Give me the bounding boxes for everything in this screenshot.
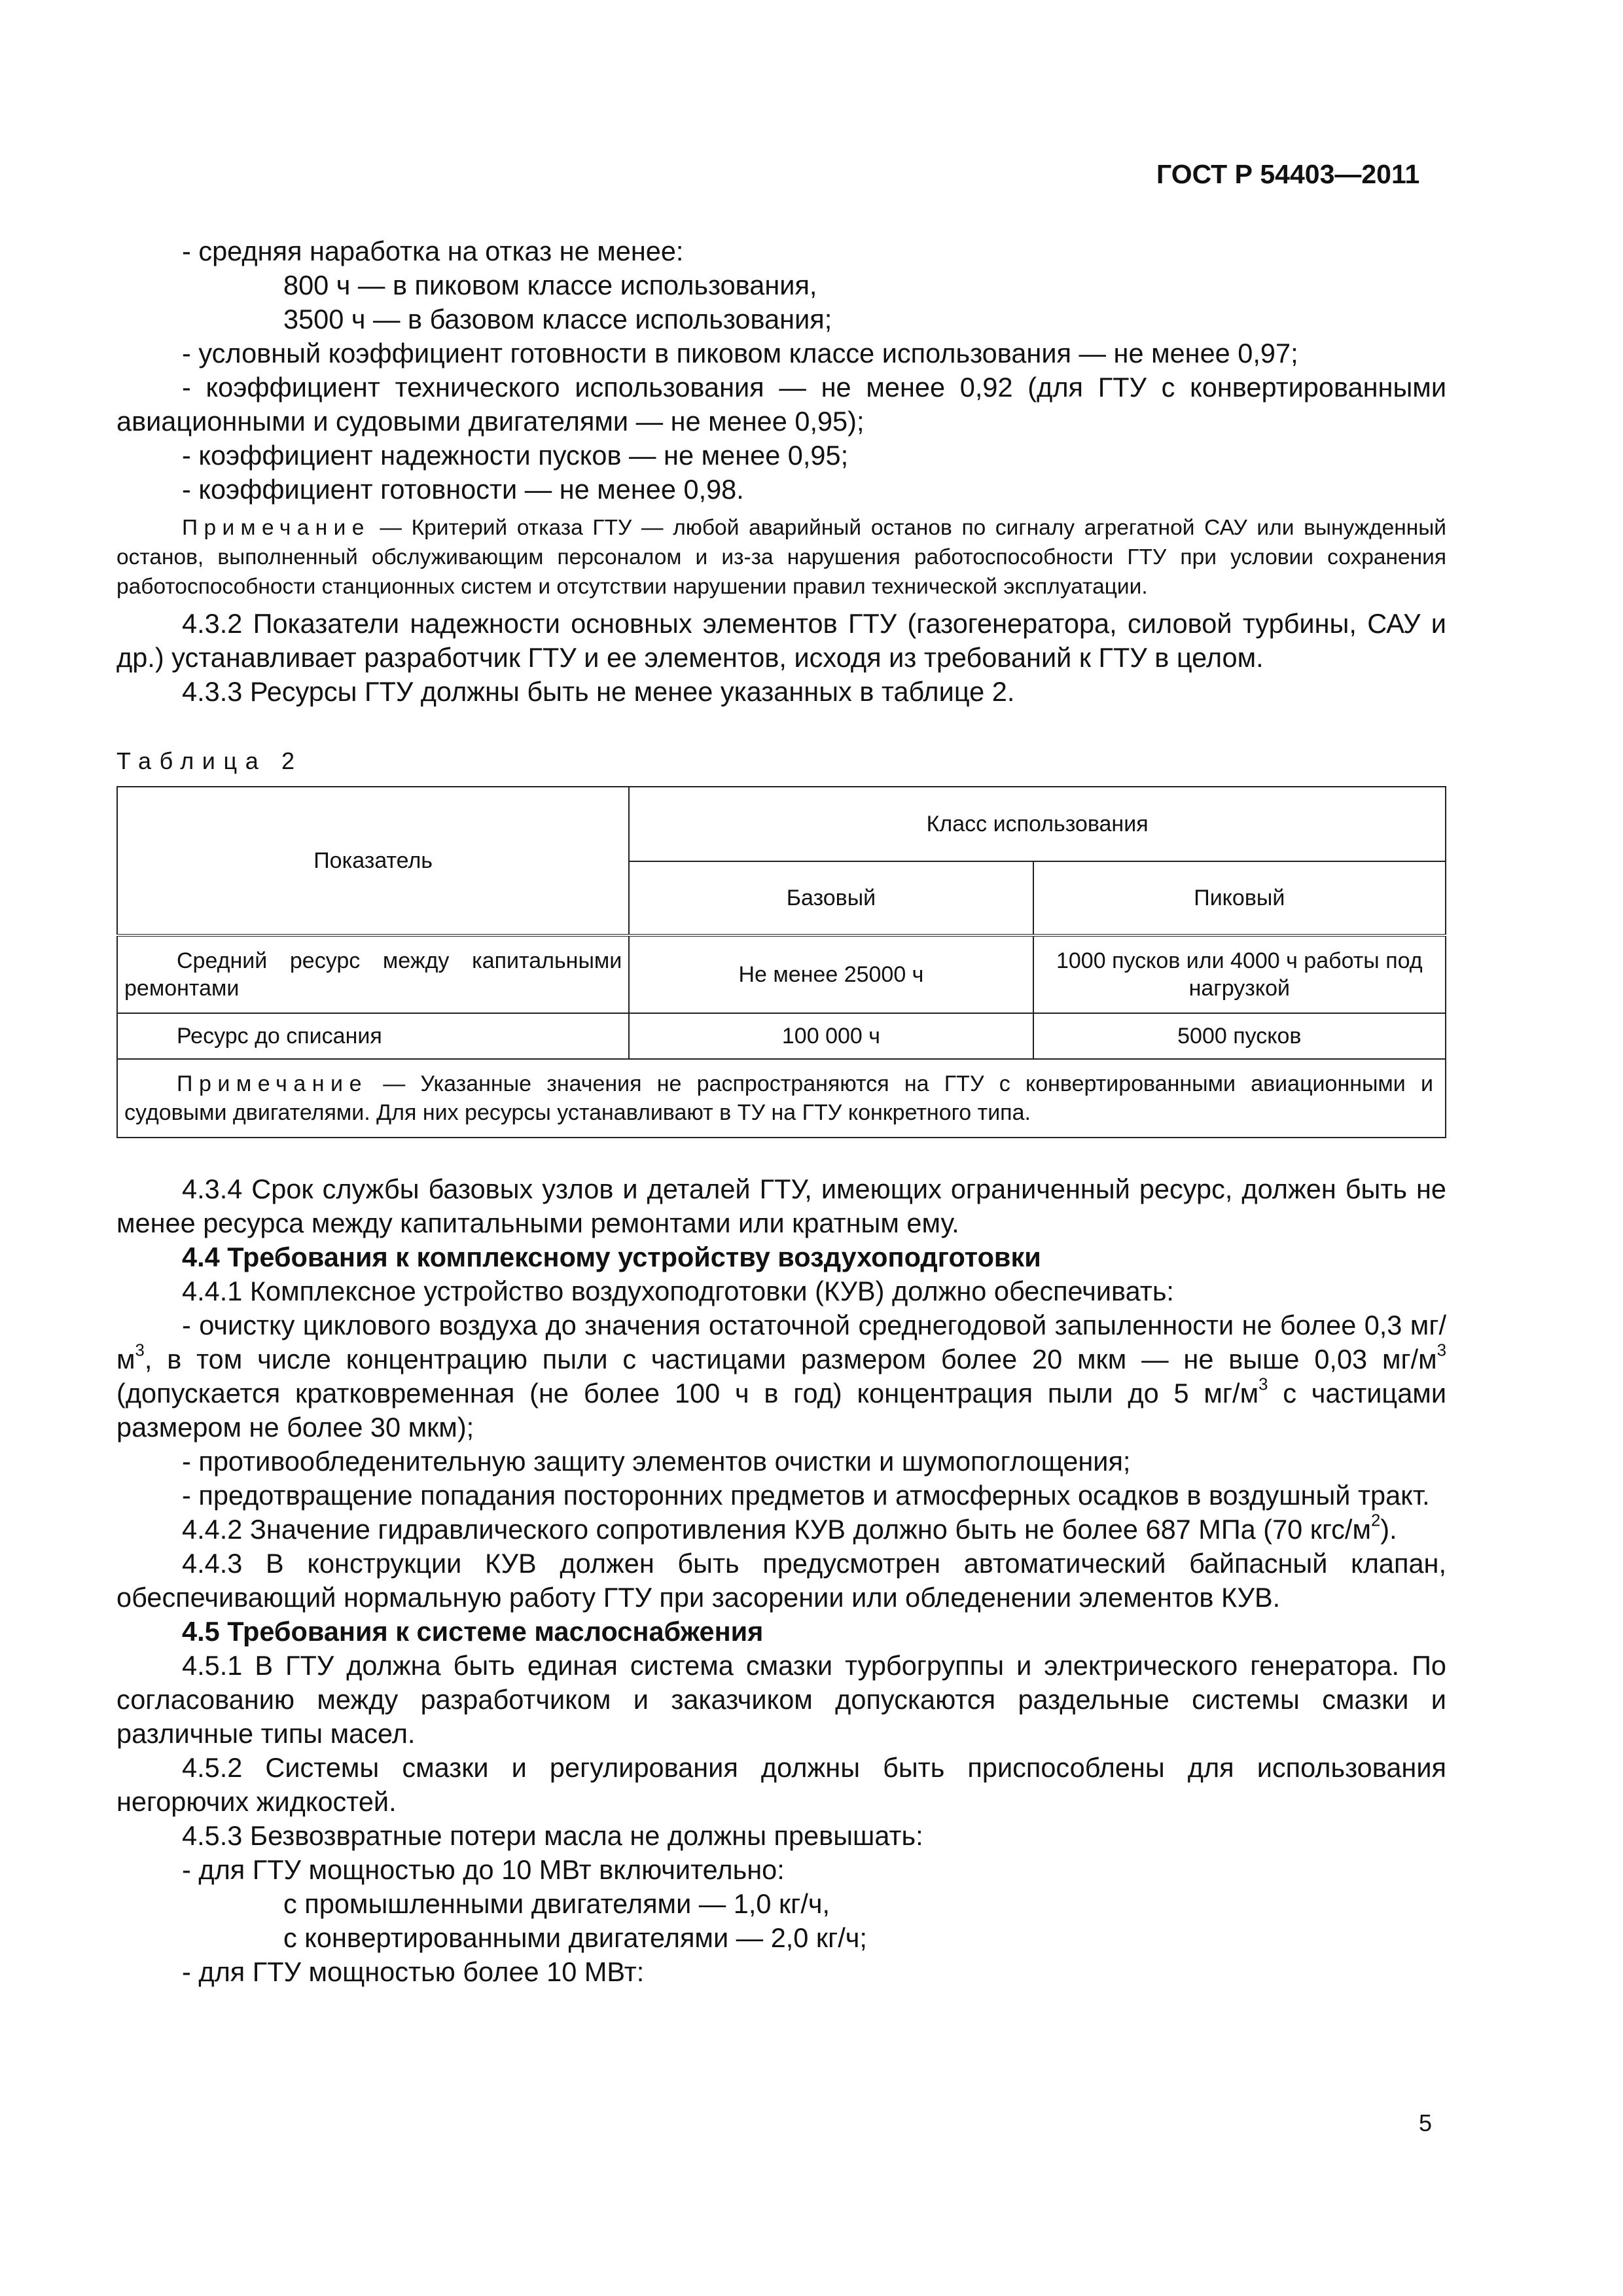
- column-header-base: Базовый: [629, 861, 1033, 935]
- list-item: - предотвращение попадания посторонних предметов и атмосферных осадков в воздушный тракт.: [182, 1480, 1430, 1511]
- note-label: Примечание: [182, 516, 370, 540]
- column-header-peak: Пиковый: [1033, 861, 1446, 935]
- column-header-usage-class: Класс использования: [629, 787, 1446, 861]
- list-item: - противообледенительную защиту элементов очистки и шумопоглощения;: [182, 1446, 1131, 1477]
- page-number: 5: [1419, 2109, 1433, 2136]
- document-code-header: ГОСТ Р 54403—2011: [1156, 159, 1420, 189]
- list-item: [116, 1308, 1446, 1444]
- document-body: [116, 234, 1446, 1989]
- text-run: ).: [1380, 1514, 1397, 1545]
- cell-indicator: Ресурс до списания: [117, 1013, 629, 1059]
- list-item: - коэффициент готовности — не менее 0,98.: [182, 474, 744, 505]
- cell-peak: 5000 пусков: [1033, 1013, 1446, 1059]
- list-subitem: 3500 ч — в базовом классе использования;: [283, 304, 832, 334]
- list-item: - средняя наработка на отказ не менее:: [182, 236, 684, 266]
- superscript: 3: [1436, 1341, 1446, 1360]
- section-heading-4-5: 4.5 Требования к системе маслоснабжения: [182, 1616, 764, 1647]
- column-header-indicator: Показатель: [117, 787, 629, 935]
- text-run: с частицами размером не более 30 мкм);: [116, 1378, 1446, 1443]
- paragraph-4-5-2: 4.5.2 Системы смазки и регулирования должны быть приспособлены для использования негорючих жидкостей.: [116, 1752, 1446, 1817]
- note-text: — Критерий отказа ГТУ — любой аварийный останов по сигналу агрегатной САУ или вынужденный останов, выполненный обслуживающим персоналом и из-за нарушения работоспособности ГТУ при условии сохранения работоспособности станционных систем и отсутствии нарушении правил технической эксплуатации.: [116, 516, 1446, 599]
- list-subitem: с конвертированными двигателями — 2,0 кг/ч;: [283, 1922, 867, 1953]
- paragraph-4-5-1: 4.5.1 В ГТУ должна быть единая система смазки турбогруппы и электрического генератора. По согласованию между разработчиком и заказчиком допускаются раздельные системы смазки и различные типы масел.: [116, 1650, 1446, 1749]
- list-subitem: 800 ч — в пиковом классе использования,: [283, 270, 817, 300]
- note-text: — Указанные значения не распространяются на ГТУ с конвертированными авиационными и судовыми двигателями. Для них ресурсы устанавливают в ТУ на ГТУ конкретного типа.: [124, 1071, 1433, 1125]
- resource-table: [116, 786, 1446, 1138]
- superscript: 3: [135, 1341, 145, 1360]
- superscript: 3: [1258, 1375, 1268, 1394]
- text-run: (допускается кратковременная (не более 100 ч в год) концентрация пыли до 5 мг/м: [116, 1378, 1259, 1408]
- text-run: 4.4.2 Значение гидравлического сопротивления КУВ должно быть не более 687 МПа (70 кгс/м: [182, 1514, 1371, 1545]
- paragraph-4-3-2: 4.3.2 Показатели надежности основных элементов ГТУ (газогенератора, силовой турбины, САУ и др.) устанавливает разработчик ГТУ и ее элементов, исходя из требований к ГТУ в целом.: [116, 608, 1446, 673]
- note-reliability: [116, 513, 1446, 601]
- paragraph-4-5-3: 4.5.3 Безвозвратные потери масла не должны превышать:: [182, 1820, 923, 1851]
- text-run: , в том числе концентрацию пыли с частицами размером более 20 мкм — не выше 0,03 мг/м: [144, 1344, 1437, 1374]
- note-label: Примечание: [177, 1071, 368, 1096]
- superscript: 2: [1370, 1511, 1381, 1530]
- cell-indicator: Средний ресурс между капитальными ремонтами: [117, 935, 629, 1013]
- paragraph-4-3-3: 4.3.3 Ресурсы ГТУ должны быть не менее указанных в таблице 2.: [182, 676, 1015, 707]
- cell-base: 100 000 ч: [629, 1013, 1033, 1059]
- section-heading-4-4: 4.4 Требования к комплексному устройству воздухоподготовки: [182, 1242, 1041, 1272]
- list-item: - условный коэффициент готовности в пиковом классе использования — не менее 0,97;: [182, 338, 1298, 368]
- table-row: [117, 935, 1446, 1013]
- list-item: - для ГТУ мощностью более 10 МВт:: [182, 1956, 645, 1987]
- text-run: - очистку циклового воздуха до значения остаточной среднегодовой запыленности не более 0,3 мг/м: [116, 1310, 1446, 1374]
- list-item: - коэффициент технического использования — не менее 0,92 (для ГТУ с конвертированными авиационными и судовыми двигателями — не менее 0,95);: [116, 372, 1446, 437]
- table-caption: Таблица 2: [116, 747, 303, 774]
- paragraph-4-3-4: 4.3.4 Срок службы базовых узлов и деталей ГТУ, имеющих ограниченный ресурс, должен быть не менее ресурса между капитальными ремонтами или кратным ему.: [116, 1174, 1446, 1238]
- paragraph-4-4-2: [116, 1513, 1446, 1547]
- list-item: - коэффициент надежности пусков — не менее 0,95;: [182, 440, 849, 471]
- table-row: [117, 1013, 1446, 1059]
- paragraph-4-4-1: 4.4.1 Комплексное устройство воздухоподготовки (КУВ) должно обеспечивать:: [182, 1276, 1174, 1306]
- cell-base: Не менее 25000 ч: [629, 935, 1033, 1013]
- list-subitem: с промышленными двигателями — 1,0 кг/ч,: [283, 1888, 830, 1919]
- paragraph-4-4-3: 4.4.3 В конструкции КУВ должен быть предусмотрен автоматический байпасный клапан, обеспечивающий нормальную работу ГТУ при засорении или обледенении элементов КУВ.: [116, 1548, 1446, 1613]
- list-item: - для ГТУ мощностью до 10 МВт включительно:: [182, 1854, 785, 1885]
- cell-peak: 1000 пусков или 4000 ч работы под нагрузкой: [1033, 935, 1446, 1013]
- table-note: [117, 1059, 1446, 1138]
